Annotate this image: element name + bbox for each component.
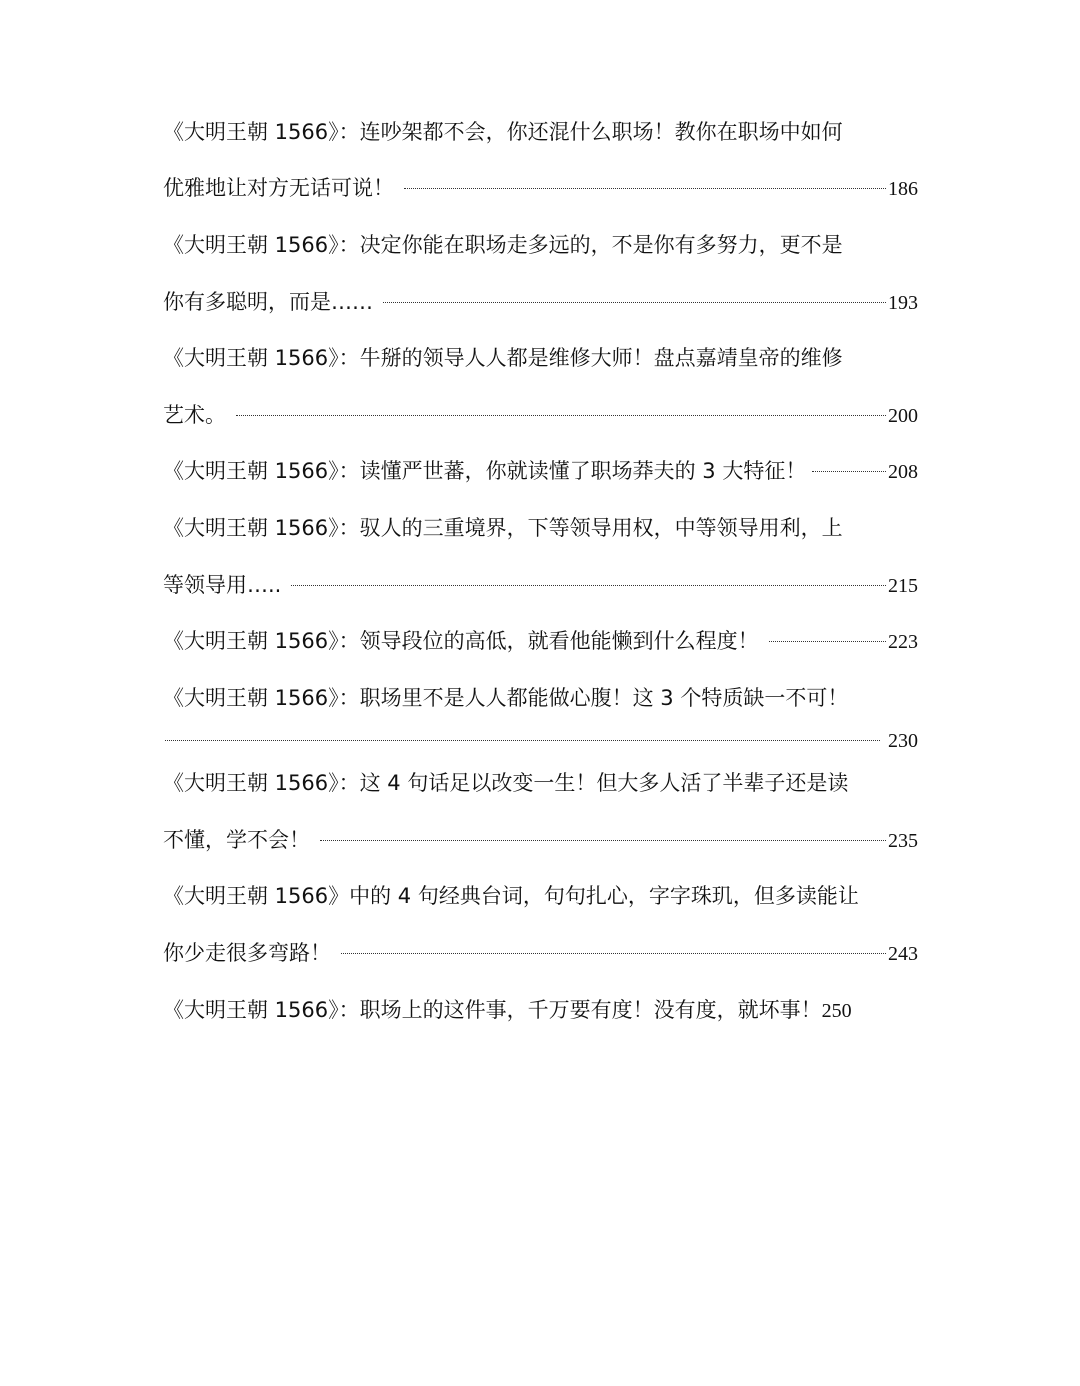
toc-page-number: 200 bbox=[888, 405, 918, 427]
toc-entry-title: 《大明王朝 1566》：决定你能在职场走多远的，不是你有多努力，更不是 bbox=[163, 233, 843, 257]
dot-leader bbox=[165, 740, 880, 741]
dot-leader bbox=[341, 953, 886, 954]
toc-entry-2-line2[interactable] bbox=[163, 284, 918, 320]
toc-page-number: 215 bbox=[888, 575, 918, 597]
toc-page-number: 243 bbox=[888, 943, 918, 965]
toc-entry-5-line1[interactable] bbox=[163, 510, 918, 546]
toc-entry-title: 《大明王朝 1566》：职场里不是人人都能做心腹！这 3 个特质缺一不可！ bbox=[163, 686, 849, 710]
toc-entry-4-line1[interactable] bbox=[163, 453, 918, 489]
toc-entry-10-line1[interactable] bbox=[163, 992, 933, 1028]
toc-page-number: 186 bbox=[888, 178, 918, 200]
toc-entry-1-line2[interactable] bbox=[163, 170, 918, 206]
toc-entry-9-line1[interactable] bbox=[163, 878, 918, 914]
toc-entry-title: 不懂，学不会！ bbox=[163, 828, 310, 852]
toc-entry-7-line1[interactable] bbox=[163, 680, 918, 716]
toc-entry-7-line2[interactable] bbox=[163, 723, 918, 759]
toc-entry-8-line1[interactable] bbox=[163, 765, 918, 801]
toc-entry-title: 《大明王朝 1566》：这 4 句话足以改变一生！但大多人活了半辈子还是读 bbox=[163, 771, 849, 795]
dot-leader bbox=[236, 415, 886, 416]
toc-entry-title: 优雅地让对方无话可说！ bbox=[163, 176, 394, 200]
toc-entry-3-line2[interactable] bbox=[163, 397, 918, 433]
toc-entry-title: 《大明王朝 1566》：领导段位的高低，就看他能懒到什么程度！ bbox=[163, 629, 759, 653]
toc-entry-1-line1[interactable] bbox=[163, 114, 918, 150]
toc-entry-title: 《大明王朝 1566》：职场上的这件事，千万要有度！没有度，就坏事！ bbox=[163, 998, 822, 1022]
toc-entry-title: 你有多聪明，而是…… bbox=[163, 290, 373, 314]
toc-page-number: 208 bbox=[888, 461, 918, 483]
toc-entry-title: 《大明王朝 1566》：读懂严世蕃，你就读懂了职场莽夫的 3 大特征！ bbox=[163, 459, 807, 483]
toc-entry-title: 《大明王朝 1566》：牛掰的领导人人都是维修大师！盘点嘉靖皇帝的维修 bbox=[163, 346, 843, 370]
toc-entry-title: 你少走很多弯路！ bbox=[163, 941, 331, 965]
toc-entry-title: 等领导用….. bbox=[163, 573, 282, 597]
toc-entry-2-line1[interactable] bbox=[163, 227, 918, 263]
toc-page-number: 193 bbox=[888, 292, 918, 314]
toc-entry-8-line2[interactable] bbox=[163, 822, 918, 858]
toc-entry-title: 《大明王朝 1566》中的 4 句经典台词，句句扎心，字字珠玑，但多读能让 bbox=[163, 884, 859, 908]
dot-leader bbox=[383, 302, 886, 303]
dot-leader bbox=[320, 840, 886, 841]
dot-leader bbox=[812, 471, 886, 472]
dot-leader bbox=[769, 641, 886, 642]
toc-page-number: 250 bbox=[821, 1000, 852, 1022]
toc-entry-6-line1[interactable] bbox=[163, 623, 918, 659]
toc-entry-title: 《大明王朝 1566》：连吵架都不会，你还混什么职场！教你在职场中如何 bbox=[163, 120, 843, 144]
toc-entry-3-line1[interactable] bbox=[163, 340, 918, 376]
dot-leader bbox=[404, 188, 886, 189]
toc-page-number: 230 bbox=[888, 730, 918, 752]
toc-page-number: 235 bbox=[888, 830, 918, 852]
toc-entry-title: 《大明王朝 1566》：驭人的三重境界，下等领导用权，中等领导用利，上 bbox=[163, 516, 843, 540]
toc-entry-5-line2[interactable] bbox=[163, 567, 918, 603]
toc-page-number: 223 bbox=[888, 631, 918, 653]
dot-leader bbox=[291, 585, 886, 586]
toc-entry-9-line2[interactable] bbox=[163, 935, 918, 971]
toc-entry-title: 艺术。 bbox=[163, 403, 226, 427]
